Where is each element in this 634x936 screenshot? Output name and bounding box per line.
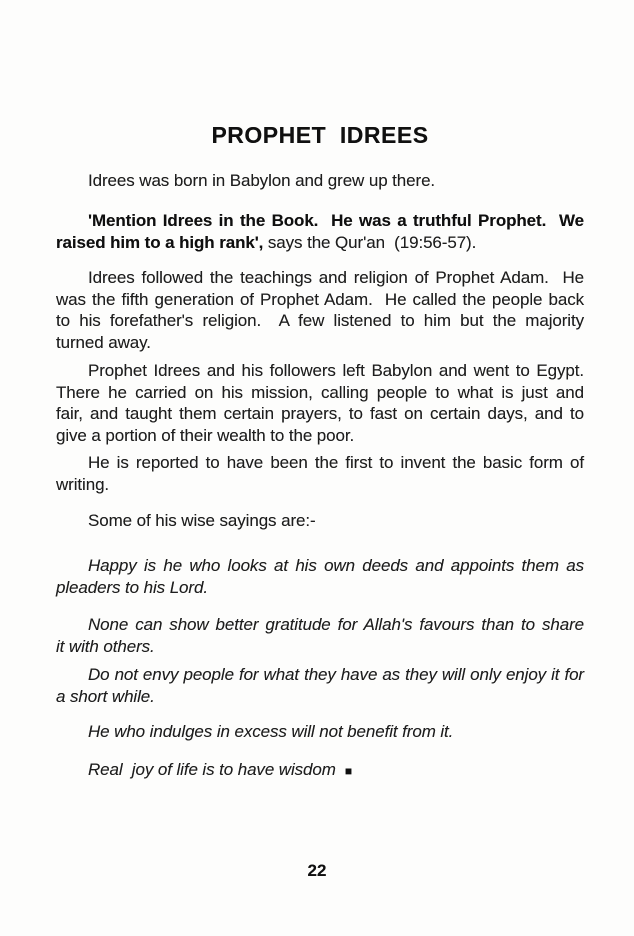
paragraph-birth <box>56 170 584 192</box>
paragraph-writing <box>56 452 584 495</box>
text-line: Some of his wise sayings are:- <box>88 511 316 530</box>
text-line: writing. <box>56 474 110 494</box>
text-line: He who indulges in excess will not benefit from it. <box>88 722 454 741</box>
text-line: to his forefather's religion. A few listened to him but the majority <box>56 311 584 330</box>
saying-gratitude <box>56 614 584 657</box>
text-segment: raised him to a high rank', <box>56 232 264 252</box>
text-line: There he carried on his mission, calling people to what is just and <box>56 382 584 402</box>
end-of-text-square-icon: ■ <box>344 764 352 778</box>
text-line <box>56 210 584 232</box>
paragraph-egypt <box>56 360 584 446</box>
saying-wisdom <box>56 759 584 781</box>
text-line <box>56 759 584 781</box>
text-line: Idrees was born in Babylon and grew up there. <box>88 171 436 190</box>
text-line: pleaders to his Lord. <box>56 577 208 597</box>
text-line: None can show better gratitude for Allah's favours than to share <box>88 615 584 634</box>
paragraph-teachings <box>56 267 584 353</box>
text-line: fair, and taught them certain prayers, to fast on certain days, and to <box>56 404 584 423</box>
saying-excess <box>56 721 584 743</box>
text-line: a short while. <box>56 686 155 706</box>
text-line: Idrees followed the teachings and religion of Prophet Adam. He <box>88 268 584 287</box>
content-layer <box>56 0 584 936</box>
text-segment: Real joy of life is to have wisdom <box>88 760 336 779</box>
saying-deeds <box>56 555 584 598</box>
text-line: turned away. <box>56 332 151 352</box>
text-line: it with others. <box>56 636 155 656</box>
text-segment: says the Qur'an (19:56-57). <box>263 232 477 252</box>
page-number: 22 <box>307 861 327 880</box>
text-line: was the fifth generation of Prophet Adam. He called the people back <box>56 289 584 309</box>
text-line: He is reported to have been the first to invent the basic form of <box>88 453 584 472</box>
text-line <box>56 232 584 254</box>
sayings-leadin <box>56 510 584 532</box>
text-line: Happy is he who looks at his own deeds and appoints them as <box>88 556 584 575</box>
saying-envy <box>56 664 584 707</box>
quran-quote <box>56 210 584 253</box>
text-line: give a portion of their wealth to the poor. <box>56 425 355 445</box>
text-segment: 'Mention Idrees in the Book. He was a truthful Prophet. We <box>88 211 584 230</box>
page-title: PROPHET IDREES <box>211 122 429 148</box>
text-line: Prophet Idrees and his followers left Babylon and went to Egypt. <box>88 361 584 380</box>
text-line: Do not envy people for what they have as they will only enjoy it for <box>88 665 584 684</box>
